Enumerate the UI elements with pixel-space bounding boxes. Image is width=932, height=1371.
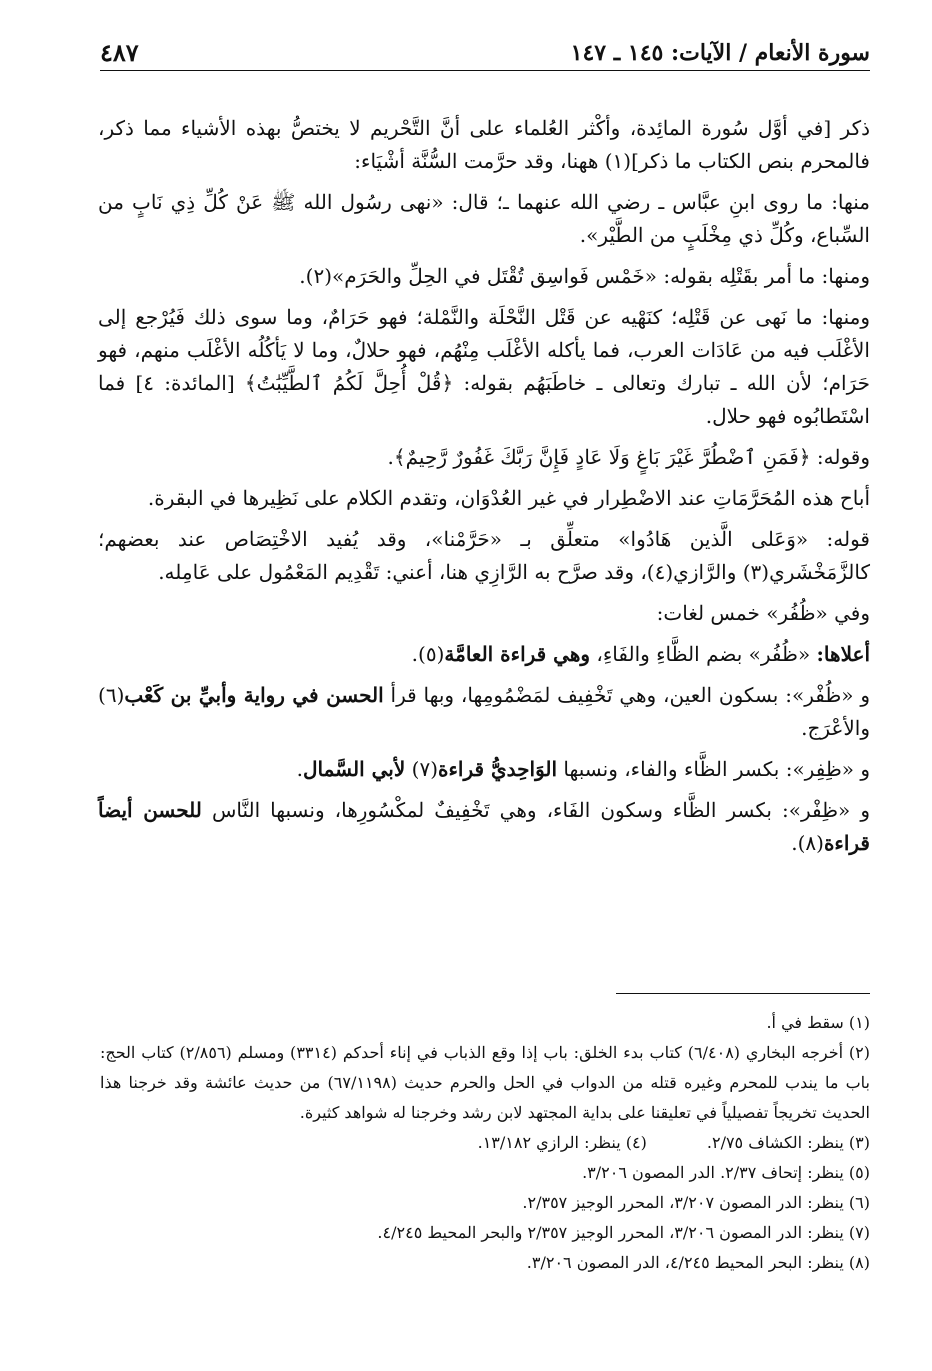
text-run: (٦) والأعْرَج. (98, 683, 870, 740)
footnote-pair (100, 1128, 870, 1158)
paragraph (98, 753, 870, 786)
text-run: (٥). (411, 642, 445, 666)
footnote: (٤) ينظر: الرازي ١٣/١٨٢. (477, 1133, 647, 1152)
text-run: (٧) (405, 757, 439, 781)
bold-term: للحسن أيضاً قراءة (98, 798, 870, 855)
paragraph: ذكر [في أوَّل سُورة المائِدة، وأكْثر العُلماء على أنَّ التَّحْريم لا يختصُّ بهذه الأشياء مما ذكر، فالمحرم بنص الكتاب ما ذكر](١) ههنا، وقد حرَّمت السُّنَّة أشْيَاء: (98, 116, 870, 173)
running-header (100, 30, 870, 71)
footnote: (٣) ينظر: الكشاف ٢/٧٥. (706, 1133, 870, 1152)
footnote: (٧) ينظر: الدر المصون ٣/٢٠٦، المحرر الوجيز ٢/٣٥٧ والبحر المحيط ٤/٢٤٥. (377, 1223, 870, 1242)
text-run: (٨). (791, 831, 824, 855)
surah-title: سورة الأنعام / الآيات: ١٤٥ ـ ١٤٧ (570, 40, 870, 66)
footnote-separator (616, 993, 870, 994)
paragraph: ومنها: ما نَهى عن قَتْلِه؛ كنَهْيه عن قَتْل النَّحْلَة والنَّمْلة؛ فهو حَرَامٌ، وما سوى ذلك فَيُرْجع إلى الأغْلَب فيه من عَادَات العرب، فما يأكله الأغْلَب مِنْهُم، فهو حلالٌ، وما لا يَأكُلُه الأغْلَب منهم، فهو حَرَام؛ لأن الله ـ تبارك وتعالى ـ خاطَبَهُم بقوله: ﴿قُلْ أُحِلَّ لَكُمُ ٱلطَّيِّبَٰتُ﴾ [المائدة: ٤] فما اسْتَطابُوه فهو حلال. (98, 305, 870, 428)
paragraph: أباح هذه المُحَرَّمَاتِ عند الاضْطِرار في غير العُدْوَان، وتقدم الكلام على نَظِيرها في البقرة. (147, 486, 870, 510)
footnote: (٦) ينظر: الدر المصون ٣/٢٠٧، المحرر الوجيز ٢/٣٥٧. (522, 1193, 870, 1212)
bold-term: الوَاحِديُّ قراءة (438, 757, 558, 781)
footnote: (٢) أخرجه البخاري (٦/٤٠٨) كتاب بدء الخلق: باب إذا وقع الذباب في إناء أحدكم (٣٣١٤) ومسلم (٢/٨٥٦) كتاب الحج: باب ما يندب للمحرم وغيره قتله من الدواب في الحل والحرم حديث (٦٧/١١٩٨) من حديث عائشة وقد خرجنا هذا الحديث تخريجاً تفصيلياً في تعليقنا على بداية المجتهد لابن رشد وخرجنا له شواهد كثيرة. (100, 1043, 871, 1122)
bold-term: الحسن في رواية وأبيِّ بن كَعْب (124, 683, 384, 707)
paragraph (98, 679, 870, 745)
page-number: ٤٨٧ (100, 38, 139, 67)
main-text (98, 112, 870, 868)
paragraph: وقوله: ﴿فَمَنِ ٱضْطُرَّ غَيْرَ بَاغٍ وَلَا عَادٍ فَإِنَّ رَبَّكَ غَفُورٌ رَّحِيمٌ﴾. (387, 445, 870, 469)
bold-term: أعلاها: (816, 642, 870, 666)
paragraph: قوله: «وَعَلى الَّذين هَادُوا» متعلِّق بـ «حَرَّمْنا»، وقد يُفيد الاخْتِصَاص عند بعضهم؛ كالزَّمَخْشَري(٣) والرَّازي(٤)، وقد صرَّح به الرَّازِي هنا، أعني: تَقْدِيم المَعْمُول على عَامِله. (98, 527, 870, 584)
paragraph: ومنها: ما أمر بقَتْلِه بقوله: «خَمْس فَواسِق تُقْتَل في الحِلِّ والحَرَم»(٢). (299, 264, 870, 288)
text-run: و «ظِفِر»: بكسر الظَّاء والفاء، ونسبها (557, 757, 870, 781)
paragraph (98, 794, 870, 860)
bold-term: لأبي السَّمال (302, 757, 406, 781)
paragraph (98, 638, 870, 671)
paragraph: منها: ما روى ابنِ عبَّاس ـ رضي الله عنهما ـ؛ قال: «نهى رسُول الله ﷺ عَنْ كُلِّ ذِي نَابٍ من السِّباع، وكُلِّ ذي مِخْلَبٍ من الطَّيْر». (98, 190, 870, 247)
text-run: و «ظُفْر»: بسكون العين، وهي تَخْفِيف لمَضْمُومِها، وبها قرأ (383, 683, 870, 707)
text-run: . (296, 757, 303, 781)
footnote: (٥) ينظر: إتحاف ٢/٣٧. الدر المصون ٣/٢٠٦. (582, 1163, 870, 1182)
bold-term: وهي قراءة العامَّة (444, 642, 591, 666)
text-run: «ظُفُر» بضم الظَّاءِ والفَاءِ، (590, 642, 817, 666)
text-run: و «ظِفْر»: بكسر الظَّاء وسكون الفَاء، وهي تَخْفِيفٌ لمكْسُورِها، ونسبها النَّاس (201, 798, 870, 822)
footnote: (١) سقط في أ. (766, 1013, 870, 1032)
paragraph: وفي «ظُفُر» خمس لغات: (656, 601, 870, 625)
footnote: (٨) ينظر: البحر المحيط ٤/٢٤٥، الدر المصون ٣/٢٠٦. (526, 1253, 870, 1272)
footnotes (100, 1008, 870, 1278)
